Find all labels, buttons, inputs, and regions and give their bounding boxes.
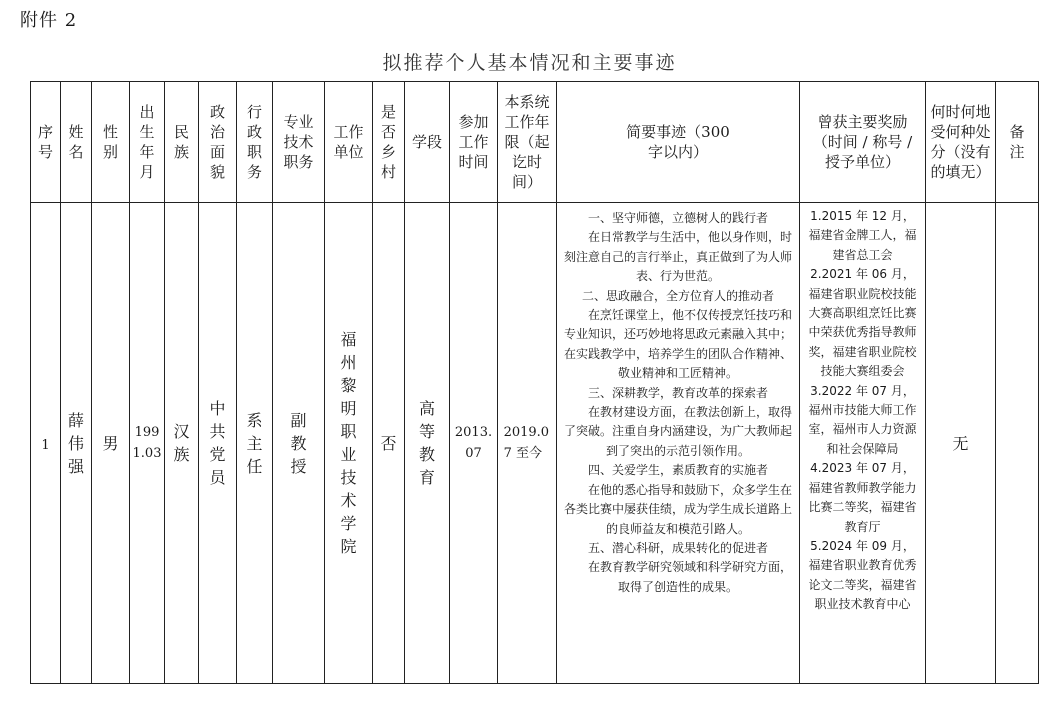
header-name: 姓名 — [61, 82, 92, 203]
cell-school-level: 高等教育 — [405, 203, 450, 684]
cell-years-in-system: 2019.07 至今 — [498, 203, 557, 684]
award-item: 4.2023 年 07 月，福建省教师教学能力比赛二等奖，福建省教育厅 — [808, 461, 917, 534]
attachment-label: 附件 2 — [20, 10, 78, 31]
header-school-level: 学段 — [405, 82, 450, 203]
header-work-unit: 工作单位 — [325, 82, 373, 203]
table-row — [31, 203, 1039, 684]
header-seq: 序号 — [31, 82, 61, 203]
award-item: 3.2022 年 07 月，福州市技能大师工作室，福州市人力资源和社会保障局 — [808, 383, 917, 456]
page-title: 拟推荐个人基本情况和主要事迹 — [382, 52, 677, 74]
header-political: 政治面貌 — [199, 82, 237, 203]
deed-paragraph: 在烹饪课堂上，他不仅传授烹饪技巧和专业知识，还巧妙地将思政元素融入其中；在实践教学中，培养学生的团队合作精神、敬业精神和工匠精神。 — [563, 308, 792, 381]
cell-gender: 男 — [92, 203, 130, 684]
header-ethnicity: 民族 — [165, 82, 199, 203]
cell-ethnicity: 汉族 — [165, 203, 199, 684]
cell-rural: 否 — [373, 203, 405, 684]
deed-heading: 四、关爱学生，素质教育的实施者 — [587, 463, 768, 478]
deed-heading: 一、坚守师德，立德树人的践行者 — [587, 211, 768, 225]
deed-paragraph: 在教育教学研究领域和科学研究方面，取得了创造性的成果。 — [587, 560, 792, 594]
cell-work-start: 2013.07 — [450, 203, 498, 684]
header-tech-post: 专业技术职务 — [273, 82, 325, 203]
award-item: 5.2024 年 09 月，福建省职业教育优秀论文二等奖，福建省职业技术教育中心 — [808, 538, 917, 612]
header-years-in-system: 本系统工作年限（起讫时间） — [498, 82, 557, 203]
deed-heading: 三、深耕教学，教育改革的探索者 — [587, 385, 768, 400]
cell-tech-post: 副教授 — [273, 203, 325, 684]
deed-heading: 五、潜心科研，成果转化的促进者 — [587, 540, 768, 555]
header-birth: 出生年月 — [130, 82, 165, 203]
cell-work-unit: 福州黎明职业技术学院 — [325, 203, 373, 684]
header-remark: 备注 — [996, 82, 1039, 203]
cell-political: 中共党员 — [199, 203, 237, 684]
header-admin-post: 行政职务 — [237, 82, 273, 203]
deed-heading: 二、思政融合，全方位育人的推动者 — [581, 288, 774, 303]
header-penalty: 何时何地受何种处分（没有的填无） — [926, 82, 996, 203]
header-work-start: 参加工作时间 — [450, 82, 498, 203]
award-item: 1.2015 年 12 月，福建省金牌工人，福建省总工会 — [808, 209, 917, 262]
deed-paragraph: 在日常教学与生活中，他以身作则，时刻注意自己的言行举止，真正做到了为人师表、行为世范。 — [563, 230, 792, 284]
cell-admin-post: 系主任 — [237, 203, 273, 684]
award-item: 2.2021 年 06 月，福建省职业院校技能大赛高职组烹饪比赛中荣获优秀指导教师奖，福建省职业院校技能大赛组委会 — [808, 267, 917, 379]
header-row — [31, 82, 1039, 203]
cell-seq: 1 — [31, 203, 61, 684]
header-deeds: 简要事迹（300字以内） — [557, 82, 800, 203]
cell-name: 薛伟强 — [61, 203, 92, 684]
cell-deeds — [557, 203, 800, 684]
cell-remark — [996, 203, 1039, 684]
header-gender: 性别 — [92, 82, 130, 203]
header-awards: 曾获主要奖励（时间 / 称号 / 授予单位） — [800, 82, 926, 203]
cell-birth: 1991.03 — [130, 203, 165, 684]
deed-paragraph: 在他的悉心指导和鼓励下，众多学生在各类比赛中屡获佳绩，成为学生成长道路上的良师益友和模范引路人。 — [563, 482, 792, 536]
info-table — [30, 81, 1039, 684]
header-rural: 是否乡村 — [373, 82, 405, 203]
cell-penalty: 无 — [926, 203, 996, 684]
cell-awards — [800, 203, 926, 684]
deed-paragraph: 在教材建设方面，在教法创新上，取得了突破。注重自身内涵建设，为广大教师起到了突出的示范引领作用。 — [563, 405, 792, 458]
